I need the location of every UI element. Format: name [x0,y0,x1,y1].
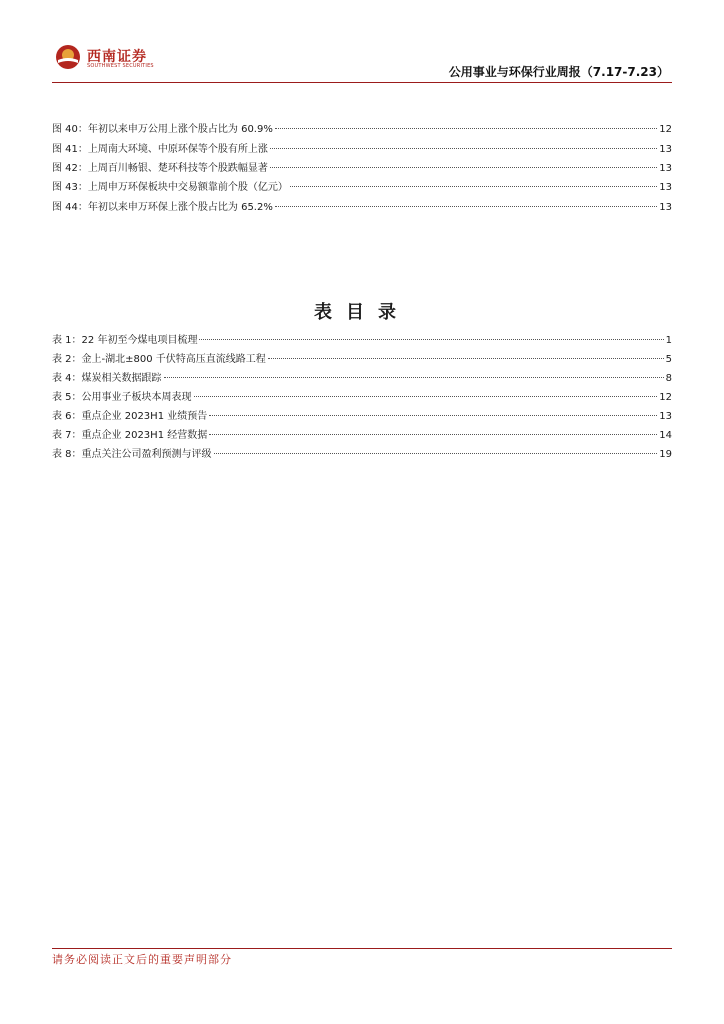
brand-subtitle: SOUTHWEST SECURITIES [87,63,154,69]
header-divider [52,82,672,83]
toc-page-number: 14 [659,430,672,441]
toc-entry-label: 表 2：金上-湖北±800 千伏特高压直流线路工程 [52,354,266,365]
footer-disclaimer: 请务必阅读正文后的重要声明部分 [52,953,232,966]
toc-leader-dots [275,128,657,129]
toc-entry-label: 表 4：煤炭相关数据跟踪 [52,373,162,384]
toc-page-number: 12 [659,392,672,403]
toc-entry-label: 表 6：重点企业 2023H1 业绩预告 [52,411,208,422]
figure-toc-entry[interactable] [52,180,672,196]
toc-leader-dots [290,186,657,187]
toc-leader-dots [164,377,664,378]
toc-page-number: 13 [659,163,672,174]
toc-page-number: 13 [659,144,672,155]
toc-entry-label: 表 7：重点企业 2023H1 经营数据 [52,430,208,441]
toc-leader-dots [270,148,657,149]
report-title: 公用事业与环保行业周报（7.17-7.23） [448,65,669,79]
toc-leader-dots [214,453,658,454]
figure-toc-entry[interactable] [52,122,672,138]
brand-logo [55,44,175,74]
toc-entry-label: 图 41：上周南大环境、中原环保等个股有所上涨 [52,144,268,155]
toc-entry-label: 图 44：年初以来申万环保上涨个股占比为 65.2% [52,202,273,213]
toc-leader-dots [199,339,663,340]
logo-sun-icon [55,44,81,70]
table-toc-entry[interactable] [52,409,672,425]
footer-divider [52,948,672,949]
table-toc-entry[interactable] [52,371,672,387]
table-toc-entry[interactable] [52,333,672,349]
figure-toc-entry[interactable] [52,142,672,158]
table-toc-entry[interactable] [52,447,672,463]
toc-page-number: 13 [659,202,672,213]
figure-toc-entry[interactable] [52,200,672,216]
page-header [0,0,724,90]
toc-page-number: 13 [659,182,672,193]
toc-entry-label: 图 40：年初以来申万公用上涨个股占比为 60.9% [52,124,273,135]
table-toc-entry[interactable] [52,352,672,368]
brand-name: 西南证券 [87,49,147,65]
toc-page-number: 5 [665,354,672,365]
figure-toc-entry[interactable] [52,161,672,177]
toc-entry-label: 图 43：上周申万环保板块中交易额靠前个股（亿元） [52,182,288,193]
toc-leader-dots [270,167,657,168]
toc-leader-dots [275,206,657,207]
toc-page-number: 1 [665,335,672,346]
toc-page-number: 19 [659,449,672,460]
toc-page-number: 13 [659,411,672,422]
toc-page-number: 8 [665,373,672,384]
toc-entry-label: 表 8：重点关注公司盈利预测与评级 [52,449,212,460]
table-toc-entry[interactable] [52,428,672,444]
toc-leader-dots [209,415,657,416]
toc-entry-label: 表 1：22 年初至今煤电项目梳理 [52,335,198,346]
table-toc-entry[interactable] [52,390,672,406]
toc-leader-dots [209,434,657,435]
tables-toc-heading: 表目录 [314,302,410,323]
toc-leader-dots [268,358,664,359]
toc-page-number: 12 [659,124,672,135]
toc-entry-label: 图 42：上周百川畅银、楚环科技等个股跌幅显著 [52,163,268,174]
toc-leader-dots [194,396,658,397]
toc-entry-label: 表 5：公用事业子板块本周表现 [52,392,192,403]
